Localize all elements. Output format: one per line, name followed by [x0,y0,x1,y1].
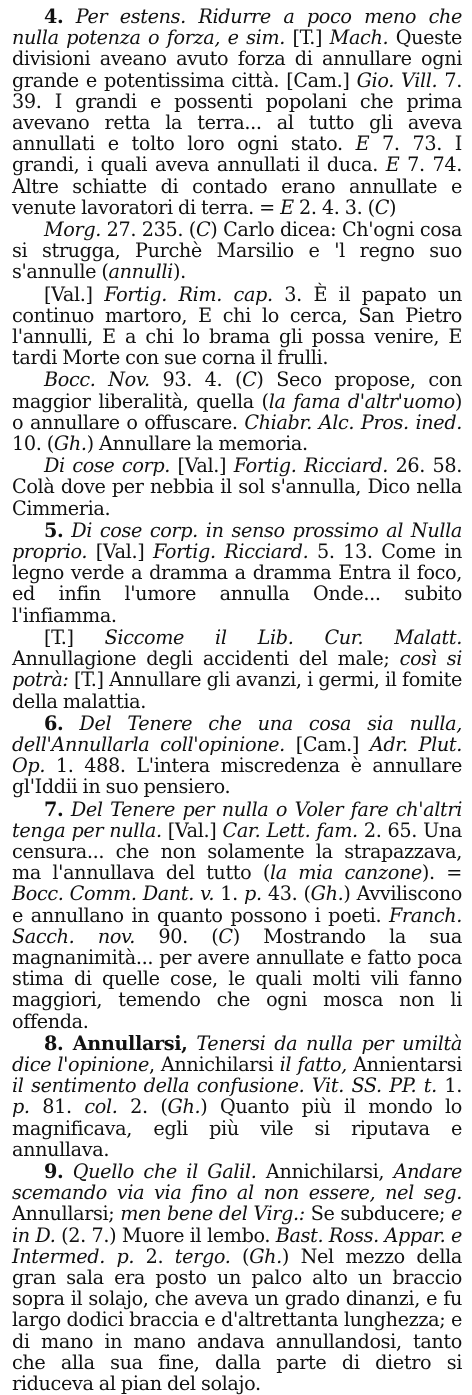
italic-text: Gh. [310,882,344,906]
sense-number: 9. [44,1159,64,1183]
italic-text: Bocc. Nov. [44,368,150,392]
italic-text: la mia canzone [269,861,422,885]
body-text: 2. 4. 3. ( [293,195,375,219]
italic-text: Car. Lett. fam. [222,818,358,842]
body-text: ) Annullare la memoria. [86,432,308,456]
body-text: Annullarsi; [12,1202,121,1226]
body-text: [T.] Annullare gli avanzi, i germi, il fomite della malattia. [12,668,462,713]
entry-paragraph-p5b [12,627,462,712]
italic-text: Fortig. Ricciard. [233,454,389,478]
italic-text: Di cose corp. [44,454,171,478]
body-text: 3. È il papato un continuo martoro, E chi lo cerca, San Pietro l'annulli, E a chi lo brama gli possa venire, E tardi Morte con sue corna il frulli. [12,282,462,370]
italic-text: col. [84,1095,118,1119]
entry-paragraph-p4d [12,369,462,454]
sense-number: 4. [44,5,64,28]
entry-paragraph-p4b [12,219,462,283]
italic-text: Gh. [249,1244,282,1268]
italic-text: così si potrà: [12,647,462,692]
body-text: , Annichilarsi [148,1052,280,1076]
italic-text: E [355,132,370,156]
body-text: ). = [421,861,462,885]
italic-text: Bast. Ross. Appar. e Intermed. p. [12,1223,462,1268]
italic-text: p. [244,882,262,906]
sense-number: 8. Annullarsi, [44,1031,188,1055]
italic-text: Gh. [53,432,87,456]
body-text: ). [172,260,186,284]
italic-text: la fama d'altr'uomo [268,389,455,413]
body-text: ) Avviliscono e annullano in quanto possono i poeti. [12,882,462,927]
italic-text: Mach. [329,26,389,50]
body-text: ) o annullare o offuscare. [12,389,462,434]
italic-text: Adr. Plut. Op. [12,732,462,778]
entry-paragraph-p9 [12,1161,462,1394]
body-text: ) Nel mezzo della gran sala era posto un palco alto un braccio sopra il solajo, che aveva un grado dinanzi, e fu largo dodici braccia e d'altrettanta lunghezza; e di mano in mano andava annullandosi, tanto che alla sua fine, dalla parte di dietro si riduceva al pian del solajo. [12,1244,462,1395]
italic-text: tergo. [174,1244,231,1268]
body-text: 5. 13. Come in legno verde a dramma a dramma Entra il foco, ed infin l'umore annulla Onde... subito l'infiamma. [12,540,462,627]
italic-text: Del Tenere che una cosa sia nulla, dell'Annullarla coll'opinione. [12,711,462,756]
body-text: 2. ( [117,1095,168,1119]
italic-text: Fortig. Ricciard. [152,540,309,564]
italic-text: C [242,368,257,392]
body-text: 81. [29,1095,85,1119]
sense-number: 7. [44,797,64,821]
body-text: 7. 39. I grandi e possenti popolani che prima avevano retta la terra... al tutto gli aveva annullati e tolto loro ogni stato. [12,68,462,156]
italic-text: Gio. Vill. [356,68,438,92]
body-text: Annientarsi [346,1052,462,1076]
body-text: 7. 74. Altre schiatte di contado erano annullate e venute lavoratori di terra. = [12,153,462,219]
body-text: 26. 58. Colà dove per nebbia il sol s'annulla, Dico nella Cimmeria. [12,454,463,520]
body-text: ) [389,195,397,219]
italic-text: Gh. [167,1095,201,1119]
entry-paragraph-p7 [12,799,462,1032]
body-text: ( [230,1244,250,1268]
italic-text: p. [12,1095,30,1119]
italic-text: annulli [108,260,173,284]
italic-text: Andare scemando via via fino al non essere, nel seg. [12,1159,462,1205]
italic-text: Tenersi da nulla per umiltà dice l'opinione [12,1031,462,1076]
body-text: [Cam.] [284,732,370,756]
entry-paragraph-p4e [12,455,462,519]
body-text: 2. 65. Una censura... che non solamente la strapazzava, ma l'annullava del tutto ( [12,818,462,885]
entry-paragraph-p6 [12,713,462,798]
italic-text: Morg. [44,218,102,242]
body-text: 1. 488. L'intera miscredenza è annullare gl'Iddii in suo pensiero. [12,754,462,799]
body-text: 2. [134,1244,175,1268]
body-text: ) Carlo dicea: Ch'ogni cosa si strugga, Purchè Marsilio e 'l regno suo s'annulle ( [12,218,462,284]
body-text: [T.] [285,26,330,50]
italic-text: Siccome il Lib. Cur. Malatt. [104,625,462,649]
body-text: ) Seco propose, con maggior liberalità, quella ( [12,368,462,413]
body-text: [Val.] [161,818,223,842]
italic-text: Quello che il Galil. [63,1159,257,1183]
italic-text: men bene del Virg.: [120,1202,305,1226]
body-text: Annullagione degli accidenti del male; [12,647,400,671]
body-text: 27. 235. ( [101,218,196,242]
italic-text: Bocc. Comm. Dant. v. [12,882,215,906]
italic-text: Fortig. Rim. cap. [104,282,273,306]
italic-text: Del Tenere per nulla o Voler fare ch'altri tenga per nulla. [12,797,462,842]
italic-text: il fatto, [279,1052,347,1076]
sense-number: 6. [44,711,64,735]
italic-text: E [385,153,400,177]
italic-text: C [218,924,233,948]
body-text: 1. [436,1074,463,1098]
body-text: [Val.] [87,540,153,564]
body-text: [Val.] [170,454,234,478]
body-text: 10. ( [12,432,54,456]
body-text: 93. 4. ( [149,368,243,392]
italic-text: e in D. [12,1202,462,1247]
italic-text: Franch. Sacch. nov. [12,903,462,948]
body-text: 1. [214,882,245,906]
body-text: 90. ( [135,924,219,948]
body-text: Annichilarsi, [256,1159,394,1183]
body-text: Se subducere; [304,1202,451,1226]
body-text: (2. 7.) Muore il lembo. [55,1223,276,1247]
sense-number: 5. [44,518,64,542]
body-text: ) Mostrando la sua magnanimità... per avere annullate e fatto poca stima di quelle cose, le quali molti vili fanno maggiori, temendo che ogni mosca non li offenda. [12,924,462,1033]
italic-text: Di cose corp. in senso prossimo al Nulla proprio. [12,518,462,564]
italic-text: Chiabr. Alc. Pros. ined. [244,410,462,434]
entry-paragraph-p4 [12,6,462,218]
italic-text: il sentimento della confusione. Vit. SS. PP. t. [12,1074,437,1098]
body-text: ) Quanto più il mondo lo magnificava, egli più vile si riputava e annullava. [12,1095,462,1161]
body-text: [Val.] [44,282,105,306]
italic-text: Per estens. Ridurre a poco meno che nulla potenza o forza, e sim. [12,5,462,50]
italic-text: C [195,218,211,242]
body-text: 7. 73. I grandi, i quali aveva annullati il duca. [12,132,462,177]
entry-paragraph-p8 [12,1033,462,1160]
body-text: Queste divisioni aveano avuto forza di annullare ogni grande e potentissima città. [Cam.] [12,26,462,92]
body-text: 43. ( [261,882,311,906]
italic-text: E [280,195,294,219]
entry-paragraph-p5 [12,520,462,626]
entry-paragraph-p4c [12,284,462,369]
body-text: [T.] [44,625,105,649]
italic-text: C [374,195,390,219]
